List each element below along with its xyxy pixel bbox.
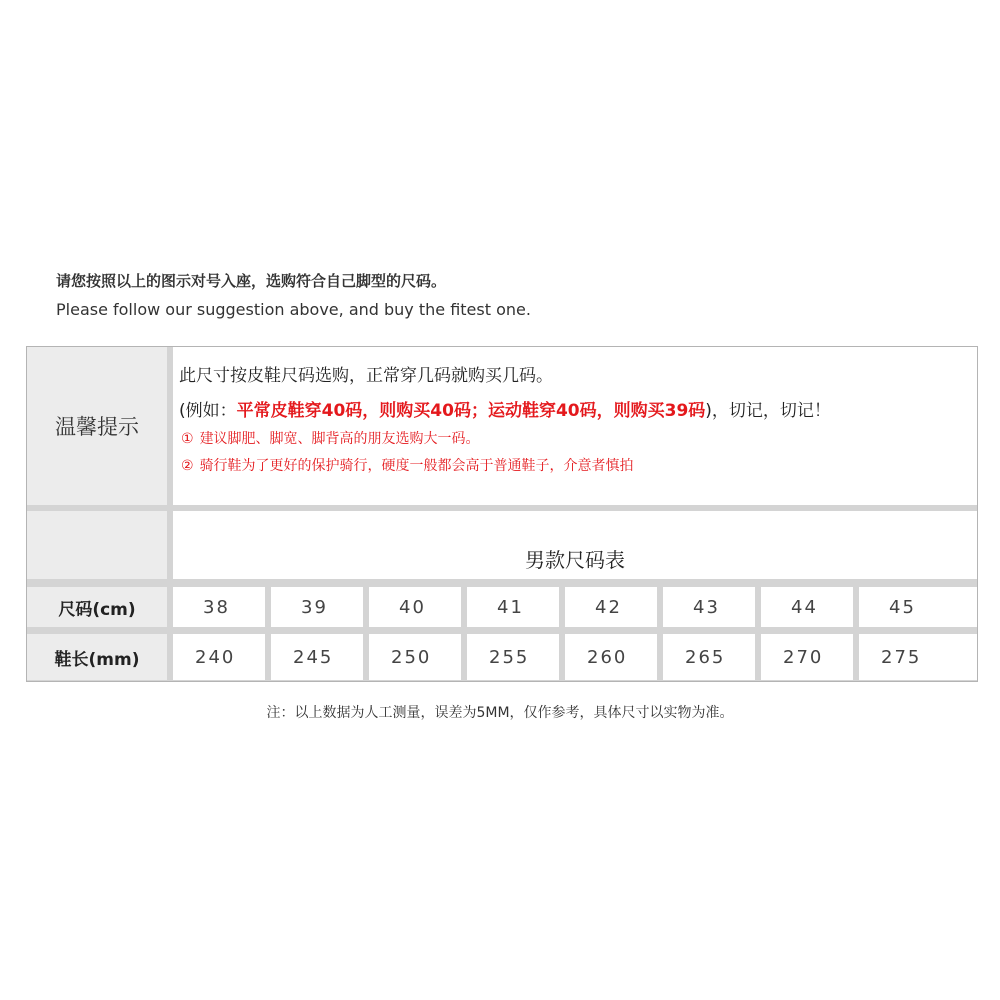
size-row-label: 尺码(cm) — [27, 587, 167, 627]
size-cell: 42 — [565, 587, 657, 627]
tips-content — [173, 347, 977, 505]
intro-english: Please follow our suggestion above, and buy the fitest one. — [56, 300, 531, 319]
length-cell: 270 — [761, 634, 853, 680]
size-chart-table — [26, 346, 978, 682]
tips-line-1: 此尺寸按皮鞋尺码选购，正常穿几码就购买几码。 — [179, 366, 553, 386]
size-cell: 44 — [761, 587, 853, 627]
length-cell: 245 — [271, 634, 363, 680]
tips-note-1 — [179, 428, 977, 448]
note-2-number: ② — [181, 458, 194, 474]
tips-line-2-prefix: (例如： — [179, 401, 237, 421]
length-row — [27, 634, 977, 680]
size-cell: 39 — [271, 587, 363, 627]
size-row — [27, 587, 977, 627]
intro-chinese: 请您按照以上的图示对号入座，选购符合自己脚型的尺码。 — [56, 272, 447, 290]
note-2-text: 骑行鞋为了更好的保护骑行，硬度一般都会高于普通鞋子，介意者慎拍 — [199, 458, 634, 474]
size-cell: 43 — [663, 587, 755, 627]
intro-text — [56, 270, 531, 319]
note-1-text: 建议脚肥、脚宽、脚背高的朋友选购大一码。 — [199, 431, 480, 447]
length-cell: 240 — [173, 634, 265, 680]
footnote: 注：以上数据为人工测量，误差为5MM，仅作参考，具体尺寸以实物为准。 — [266, 705, 734, 721]
chart-title: 男款尺码表 — [173, 511, 977, 579]
size-cell: 38 — [173, 587, 265, 627]
tips-label: 温馨提示 — [27, 347, 167, 505]
tips-line-2 — [179, 396, 977, 421]
length-cell: 260 — [565, 634, 657, 680]
length-cell: 255 — [467, 634, 559, 680]
size-cell: 40 — [369, 587, 461, 627]
note-1-number: ① — [181, 431, 194, 447]
length-cell: 275 — [859, 634, 977, 680]
length-row-label: 鞋长(mm) — [27, 634, 167, 680]
length-cell: 250 — [369, 634, 461, 680]
tips-line-2-suffix: )，切记，切记！ — [705, 401, 831, 421]
tips-note-2 — [179, 455, 977, 475]
size-cell: 41 — [467, 587, 559, 627]
length-cell: 265 — [663, 634, 755, 680]
size-cell: 45 — [859, 587, 977, 627]
tips-line-2-highlight: 平常皮鞋穿40码，则购买40码；运动鞋穿40码，则购买39码 — [236, 401, 706, 421]
title-row-left-cell — [27, 511, 167, 579]
